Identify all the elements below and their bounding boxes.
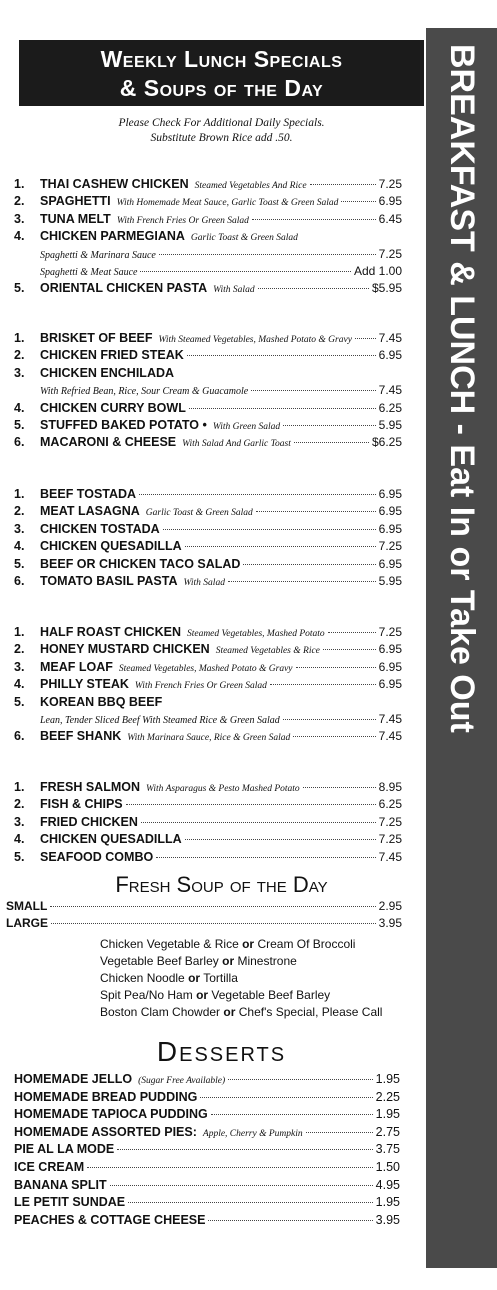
item-desc: With Asparagus & Pesto Mashed Potato (146, 784, 300, 794)
sidebar-banner (426, 28, 497, 1268)
item-number: 4. (14, 677, 25, 692)
soup-line (100, 936, 420, 953)
dessert-item (14, 1213, 400, 1230)
item-name: HALF ROAST CHICKEN (40, 625, 181, 639)
dessert-name: LE PETIT SUNDAE (14, 1195, 126, 1210)
menu-item (14, 331, 402, 348)
leader-dots (355, 338, 376, 339)
menu-item (14, 504, 402, 521)
leader-dots (139, 494, 376, 495)
leader-dots (185, 546, 376, 547)
item-number: 2. (14, 797, 25, 812)
item-name: HONEY MUSTARD CHICKEN (40, 642, 210, 657)
leader-dots (303, 787, 376, 788)
item-price: 7.25 (378, 177, 402, 191)
dessert-name: PEACHES & COTTAGE CHEESE (14, 1212, 206, 1227)
item-name: CHICKEN CURRY BOWL (40, 400, 186, 415)
dessert-item (14, 1178, 400, 1195)
menu-item (14, 281, 402, 298)
item-desc: With French Fries Or Green Salad (134, 681, 267, 692)
item-name: MEAT LASAGNA (40, 504, 140, 519)
sub-desc: Lean, Tender Sliced Beef With Steamed Rice & Green Salad (40, 715, 280, 726)
menu-item (14, 660, 402, 677)
soup-list (100, 936, 420, 1021)
leader-dots (228, 1079, 373, 1080)
soup-or: or (222, 954, 235, 968)
dessert-item (14, 1072, 400, 1089)
item-price: 7.45 (378, 383, 402, 398)
sidebar-text: BREAKFAST & LUNCH - Eat In or Take Out (442, 44, 481, 733)
dessert-price: 3.95 (375, 1212, 400, 1227)
menu-item (14, 797, 402, 814)
dessert-name: HOMEMADE JELLO (14, 1072, 133, 1086)
soup-or: or (223, 1005, 236, 1019)
leader-dots (140, 271, 350, 272)
item-price: 6.95 (378, 504, 402, 519)
item-name: CHICKEN TOSTADA (40, 521, 160, 536)
item-name: BRISKET OF BEEF (40, 331, 153, 345)
menu-item (14, 677, 402, 694)
menu-item (14, 780, 402, 797)
item-desc: Steamed Vegetables, Mashed Potato & Gravy (118, 663, 293, 674)
item-number: 5. (14, 556, 25, 571)
soup-or: or (242, 937, 255, 951)
dessert-price: 4.95 (375, 1177, 400, 1192)
item-price: 7.25 (378, 246, 402, 261)
leader-dots (87, 1167, 373, 1168)
item-price: 5.95 (378, 574, 402, 588)
item-desc: With Steamed Vegetables, Mashed Potato & Gravy (158, 335, 352, 345)
item-name: THAI CASHEW CHICKEN (40, 177, 189, 191)
item-number: 2. (14, 348, 25, 363)
soup-option: Vegetable Beef Barley (211, 988, 331, 1002)
dessert-desc: (Sugar Free Available) (138, 1076, 226, 1086)
item-number: 2. (14, 504, 25, 519)
soup-option: Spit Pea/No Ham (100, 988, 193, 1002)
menu-item (14, 815, 402, 832)
dessert-desc: Apple, Cherry & Pumpkin (202, 1128, 303, 1139)
menu-item (14, 229, 402, 246)
item-price: Add 1.00 (353, 264, 402, 278)
note-line-2: Substitute Brown Rice add .50. (150, 132, 293, 144)
soup-size-small (6, 899, 402, 916)
leader-dots (258, 288, 369, 289)
soup-line (100, 1004, 420, 1021)
item-name: CHICKEN ENCHILADA (40, 365, 175, 380)
dessert-name: HOMEMADE BREAD PUDDING (14, 1089, 198, 1104)
item-number: 5. (14, 281, 25, 296)
menu-item (14, 850, 402, 867)
item-number: 6. (14, 729, 25, 744)
item-number: 1. (14, 331, 25, 345)
dessert-item (14, 1142, 400, 1159)
leader-dots (296, 667, 376, 668)
item-price: 7.45 (378, 849, 402, 864)
title-banner (19, 40, 424, 106)
dessert-name: HOMEMADE TAPIOCA PUDDING (14, 1107, 208, 1122)
item-price: 6.45 (378, 211, 402, 226)
leader-dots (200, 1097, 372, 1098)
item-price: 6.95 (378, 487, 402, 501)
item-name: FRESH SALMON (40, 780, 140, 794)
item-desc: With Salad (213, 285, 255, 296)
item-name: CHICKEN PARMEGIANA (40, 229, 185, 244)
item-name: BEEF OR CHICKEN TACO SALAD (40, 556, 241, 571)
dessert-name: BANANA SPLIT (14, 1177, 107, 1192)
menu-item (14, 177, 402, 194)
item-name: MACARONI & CHEESE (40, 435, 177, 450)
menu-sub-item (40, 383, 402, 399)
menu-item (14, 695, 402, 712)
item-number: 6. (14, 435, 25, 450)
item-price: $5.95 (371, 281, 402, 296)
item-number: 3. (14, 521, 25, 536)
leader-dots (163, 529, 376, 530)
item-name: CHICKEN QUESADILLA (40, 539, 182, 554)
menu-item (14, 418, 402, 435)
menu-item (14, 522, 402, 539)
leader-dots (187, 355, 376, 356)
sub-desc: With Refried Bean, Rice, Sour Cream & Guacamole (40, 386, 249, 398)
item-price: 7.25 (378, 832, 402, 847)
leader-dots (251, 390, 375, 391)
item-name: FISH & CHIPS (40, 797, 123, 812)
item-number: 1. (14, 780, 25, 794)
item-desc: Steamed Vegetables, Mashed Potato (186, 629, 325, 639)
leader-dots (252, 219, 376, 220)
soup-or: or (188, 971, 201, 985)
dessert-item (14, 1125, 400, 1142)
item-number: 4. (14, 400, 25, 415)
leader-dots (128, 1202, 373, 1203)
item-price: 6.25 (378, 400, 402, 415)
leader-dots (211, 1114, 373, 1115)
leader-dots (294, 442, 369, 443)
item-name: SPAGHETTI (40, 194, 111, 209)
leader-dots (141, 822, 376, 823)
leader-dots (228, 581, 376, 582)
soup-option: Tortilla (203, 971, 238, 985)
item-desc: With Marinara Sauce, Rice & Green Salad (127, 733, 291, 744)
item-name: MEAF LOAF (40, 659, 113, 674)
soup-option: Boston Clam Chowder (100, 1005, 221, 1019)
leader-dots (310, 184, 376, 185)
soup-line (100, 953, 420, 970)
leader-dots (283, 425, 376, 426)
item-price: 5.95 (378, 418, 402, 432)
menu-sub-item (40, 247, 402, 263)
item-price: 7.25 (378, 814, 402, 829)
menu-item (14, 401, 402, 418)
menu-item (14, 574, 402, 591)
soup-or: or (196, 988, 209, 1002)
item-name: PHILLY STEAK (40, 677, 129, 692)
item-price: 6.95 (378, 348, 402, 363)
dessert-item (14, 1107, 400, 1124)
item-desc: Garlic Toast & Green Salad (190, 233, 298, 244)
leader-dots (117, 1149, 372, 1150)
item-name: CHICKEN QUESADILLA (40, 832, 182, 847)
sub-desc: Spaghetti & Marinara Sauce (40, 249, 156, 261)
menu-item (14, 557, 402, 574)
item-price: 7.45 (378, 712, 402, 726)
menu-item (14, 194, 402, 211)
soup-option: Vegetable Beef Barley (100, 954, 219, 968)
item-desc: Garlic Toast & Green Salad (145, 508, 253, 519)
soup-option: Cream Of Broccoli (257, 937, 356, 951)
item-number: 3. (14, 211, 25, 226)
item-desc: Steamed Vegetables & Rice (215, 646, 320, 657)
item-desc: With French Fries Or Green Salad (116, 215, 249, 226)
item-name: TOMATO BASIL PASTA (40, 574, 178, 588)
dessert-price: 2.25 (375, 1089, 400, 1104)
item-number: 6. (14, 574, 25, 588)
leader-dots (110, 1185, 373, 1186)
item-desc: With Salad (183, 578, 225, 588)
item-price: 6.25 (378, 797, 402, 812)
leader-dots (328, 632, 376, 633)
item-price: 6.95 (378, 521, 402, 536)
soup-option: Chef's Special, Please Call (238, 1005, 383, 1019)
dessert-price: 1.95 (375, 1195, 400, 1210)
menu-item (14, 625, 402, 642)
item-number: 5. (14, 849, 25, 864)
item-number: 4. (14, 229, 25, 244)
menu-item (14, 539, 402, 556)
item-desc: With Homemade Meat Sauce, Garlic Toast & Green Salad (116, 198, 339, 209)
item-price: 6.95 (378, 642, 402, 657)
size-price: 2.95 (378, 899, 402, 913)
size-label: LARGE (6, 916, 48, 930)
item-number: 4. (14, 539, 25, 554)
item-number: 1. (14, 625, 25, 639)
item-name: BEEF SHANK (40, 729, 122, 744)
item-number: 2. (14, 194, 25, 209)
menu-item (14, 366, 402, 383)
soup-option: Minestrone (237, 954, 297, 968)
soup-option: Chicken Noodle (100, 971, 185, 985)
item-number: 2. (14, 642, 25, 657)
item-number: 3. (14, 814, 25, 829)
soup-title: Fresh Soup of the Day (115, 872, 328, 897)
item-name: BEEF TOSTADA (40, 487, 137, 501)
soup-line (100, 970, 420, 987)
menu-item (14, 348, 402, 365)
menu-item (14, 487, 402, 504)
leader-dots (156, 857, 375, 858)
sub-desc: Spaghetti & Meat Sauce (40, 267, 138, 278)
banner-line-1: Weekly Lunch Specials (100, 46, 343, 72)
menu-item (14, 212, 402, 229)
item-desc: With Green Salad (212, 422, 281, 432)
leader-dots (189, 408, 376, 409)
item-name: ORIENTAL CHICKEN PASTA (40, 281, 208, 296)
note-line-1: Please Check For Additional Daily Specials. (118, 117, 325, 129)
item-number: 1. (14, 487, 25, 501)
leader-dots (323, 649, 376, 650)
item-price: 6.95 (378, 659, 402, 674)
item-desc: Steamed Vegetables And Rice (194, 181, 307, 191)
soup-option: Chicken Vegetable & Rice (100, 937, 239, 951)
dessert-item (14, 1090, 400, 1107)
dessert-price: 1.95 (375, 1072, 400, 1086)
item-number: 1. (14, 177, 25, 191)
leader-dots (256, 511, 376, 512)
item-number: 4. (14, 832, 25, 847)
item-price: 7.25 (378, 539, 402, 554)
item-name: KOREAN BBQ BEEF (40, 694, 163, 709)
item-price: 6.95 (378, 194, 402, 209)
item-number: 3. (14, 365, 25, 380)
item-name: SEAFOOD COMBO (40, 849, 154, 864)
item-number: 5. (14, 418, 25, 432)
item-price: 6.95 (378, 677, 402, 692)
leader-dots (306, 1132, 373, 1133)
item-name: STUFFED BAKED POTATO • (40, 418, 207, 432)
item-name: FRIED CHICKEN (40, 814, 138, 829)
leader-dots (341, 201, 375, 202)
item-price: 7.45 (378, 729, 402, 744)
leader-dots (126, 804, 376, 805)
dessert-item (14, 1160, 400, 1177)
dessert-price: 3.75 (375, 1142, 400, 1157)
dessert-name: ICE CREAM (14, 1160, 85, 1174)
menu-item (14, 435, 402, 452)
item-name: CHICKEN FRIED STEAK (40, 348, 184, 363)
leader-dots (51, 923, 376, 924)
item-price: 7.45 (378, 331, 402, 345)
item-price: 6.95 (378, 556, 402, 571)
item-desc: With Salad And Garlic Toast (182, 439, 291, 450)
menu-item (14, 832, 402, 849)
leader-dots (159, 254, 376, 255)
menu-item (14, 729, 402, 746)
leader-dots (50, 906, 375, 907)
item-price: $6.25 (371, 435, 402, 450)
leader-dots (270, 684, 376, 685)
item-price: 8.95 (378, 780, 402, 794)
leader-dots (283, 719, 376, 720)
soup-line (100, 987, 420, 1004)
dessert-price: 1.50 (375, 1160, 400, 1174)
banner-line-2: & Soups of the Day (119, 75, 324, 101)
menu-item (14, 642, 402, 659)
size-label: SMALL (6, 899, 48, 913)
menu-sub-item (40, 264, 402, 280)
leader-dots (243, 564, 375, 565)
item-name: TUNA MELT (40, 211, 111, 226)
dessert-name: HOMEMADE ASSORTED PIES: (14, 1124, 197, 1139)
item-number: 5. (14, 694, 25, 709)
leader-dots (185, 839, 376, 840)
dessert-item (14, 1195, 400, 1212)
leader-dots (293, 736, 375, 737)
menu-sub-item (40, 712, 402, 728)
item-price: 7.25 (378, 625, 402, 639)
item-number: 3. (14, 659, 25, 674)
dessert-price: 2.75 (375, 1124, 400, 1139)
soup-size-large (6, 916, 402, 933)
leader-dots (208, 1220, 372, 1221)
dessert-name: PIE AL LA MODE (14, 1142, 115, 1157)
desserts-title: Desserts (156, 1036, 287, 1067)
size-price: 3.95 (378, 916, 402, 930)
dessert-price: 1.95 (375, 1107, 400, 1122)
